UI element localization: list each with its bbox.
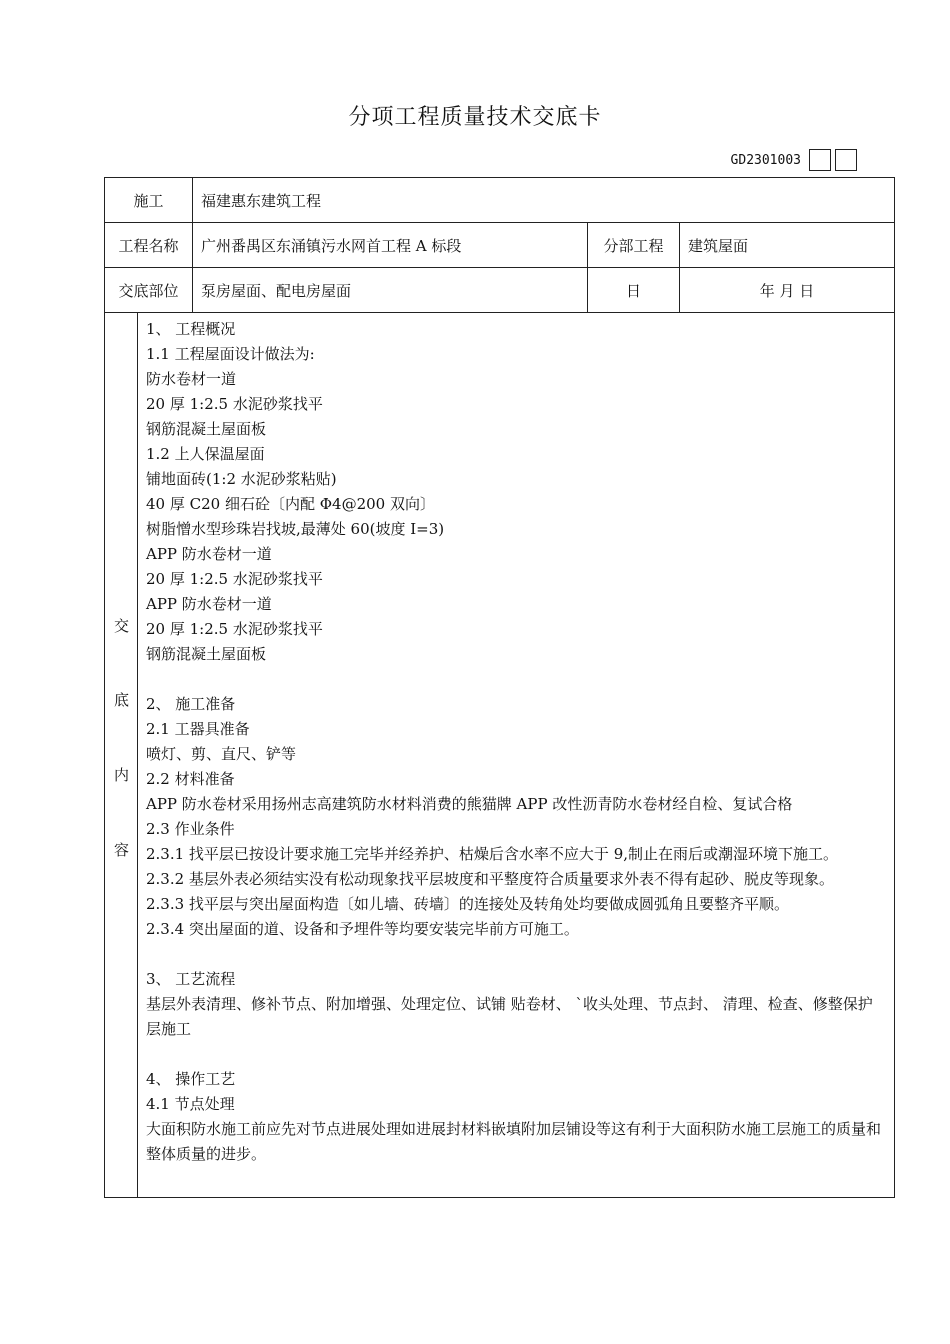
content-line: APP 防水卷材采用扬州志高建筑防水材料消费的熊猫牌 APP 改性沥青防水卷材经自检、复试合格 (146, 795, 793, 813)
content-line: 2.1 工器具准备 (146, 720, 250, 738)
content-line: 1、 工程概况 (146, 320, 236, 338)
content-line: APP 防水卷材一道 (146, 595, 272, 613)
project-row (105, 223, 895, 268)
disclosure-table (104, 177, 895, 1198)
content-row (105, 313, 895, 1198)
part-value: 泵房屋面、配电房屋面 (193, 268, 588, 313)
content-line: 喷灯、剪、直尺、铲等 (146, 745, 297, 763)
content-line: 20 厚 1:2.5 水泥砂浆找平 (146, 570, 323, 588)
blank-line (146, 667, 886, 692)
content-line: 钢筋混凝土屋面板 (146, 420, 267, 438)
content-line: 2.3.1 找平层已按设计要求施工完毕并经养护、枯燥后含水率不应大于 9,制止在雨后或潮湿环境下施工。 (146, 845, 839, 863)
content-line: 2.3 作业条件 (146, 820, 235, 838)
content-line: 40 厚 C20 细石砼〔内配 Φ4@200 双向〕 (146, 495, 435, 513)
date-value: 年 月 日 (680, 268, 895, 313)
side-char-1: 交 (113, 617, 129, 635)
project-name-value: 广州番禺区东涌镇污水网首工程 A 标段 (193, 223, 588, 268)
side-char-2: 底 (113, 691, 129, 709)
content-line: 20 厚 1:2.5 水泥砂浆找平 (146, 620, 323, 638)
content-line: APP 防水卷材一道 (146, 545, 272, 563)
document-code: GD2301003 (730, 152, 801, 168)
content-cell (138, 313, 895, 1198)
content-line: 20 厚 1:2.5 水泥砂浆找平 (146, 395, 323, 413)
content-line: 3、 工艺流程 (146, 970, 236, 988)
part-label: 交底部位 (105, 268, 193, 313)
content-line: 基层外表清理、修补节点、附加增强、处理定位、试铺 贴卷材、 `收头处理、节点封、 清理、检查、修整保护层施工 (146, 995, 873, 1038)
checkbox-1[interactable] (809, 149, 831, 171)
part-row (105, 268, 895, 313)
content-line: 铺地面砖(1:2 水泥砂浆粘贴) (146, 470, 337, 488)
content-line: 2.2 材料准备 (146, 770, 235, 788)
content-line: 4、 操作工艺 (146, 1070, 236, 1088)
content-line: 4.1 节点处理 (146, 1095, 235, 1113)
division-value: 建筑屋面 (680, 223, 895, 268)
content-line: 1.2 上人保温屋面 (146, 445, 265, 463)
content-line: 钢筋混凝土屋面板 (146, 645, 267, 663)
date-label: 日 (588, 268, 680, 313)
side-label-cell (105, 313, 138, 1198)
side-char-3: 内 (113, 766, 129, 784)
construction-label: 施工 (105, 178, 193, 223)
content-line: 大面积防水施工前应先对节点进展处理如进展封材料嵌填附加层铺设等这有利于大面积防水施工层施工的质量和整体质量的进步。 (146, 1120, 882, 1163)
page-title: 分项工程质量技术交底卡 (348, 105, 602, 130)
document-code-row (731, 148, 857, 172)
checkbox-2[interactable] (835, 149, 857, 171)
project-name-label: 工程名称 (105, 223, 193, 268)
content-line: 1.1 工程屋面设计做法为: (146, 345, 315, 363)
content-lines (146, 317, 886, 1167)
content-line: 2、 施工准备 (146, 695, 236, 713)
side-char-4: 容 (113, 841, 129, 859)
blank-line (146, 942, 886, 967)
content-line: 2.3.4 突出屋面的道、设备和予埋件等均要安装完毕前方可施工。 (146, 920, 579, 938)
construction-value: 福建惠东建筑工程 (193, 178, 895, 223)
blank-line (146, 1042, 886, 1067)
division-label: 分部工程 (588, 223, 680, 268)
content-line: 树脂憎水型珍珠岩找坡,最薄处 60(坡度 I=3) (146, 520, 445, 538)
content-line: 2.3.2 基层外表必须结实没有松动现象找平层坡度和平整度符合质量要求外表不得有起砂、脱皮等现象。 (146, 870, 834, 888)
content-line: 2.3.3 找平层与突出屋面构造〔如儿墙、砖墙〕的连接处及转角处均要做成圆弧角且要整齐平顺。 (146, 895, 789, 913)
content-line: 防水卷材一道 (146, 370, 237, 388)
construction-row (105, 178, 895, 223)
